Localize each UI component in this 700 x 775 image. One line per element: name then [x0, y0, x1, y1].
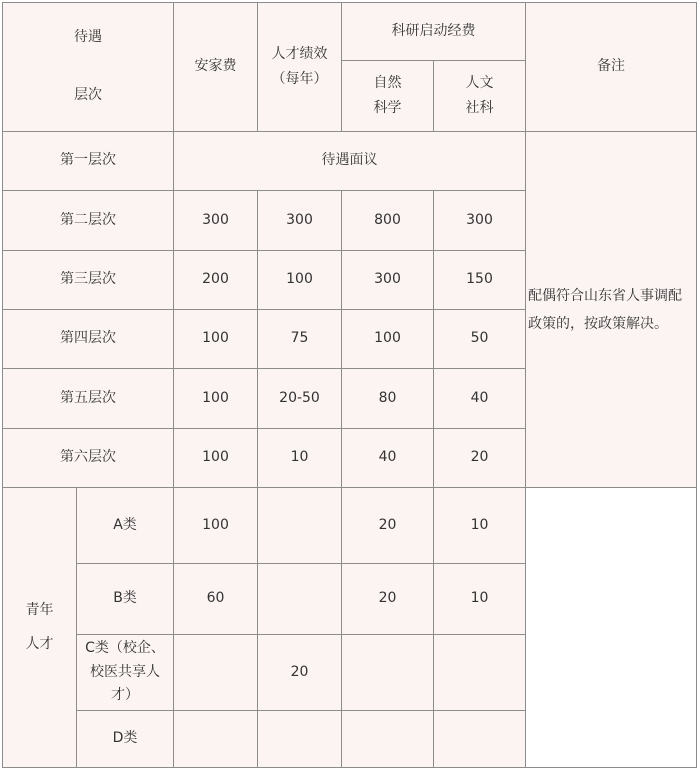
cell-performance: 75 [258, 310, 342, 369]
cell-performance: 20-50 [258, 369, 342, 429]
youth-category: A类 [77, 488, 174, 564]
header-remarks: 备注 [526, 3, 697, 132]
youth-category: B类 [77, 564, 174, 635]
cell-natural [342, 635, 434, 711]
header-research: 科研启动经费 [342, 3, 526, 61]
cell-performance [258, 488, 342, 564]
header-corner-bottom: 层次 [74, 87, 102, 103]
cell-settle [174, 635, 258, 711]
cell-settle: 100 [174, 488, 258, 564]
cell-performance: 300 [258, 191, 342, 251]
cell-humanities: 300 [434, 191, 526, 251]
cell-performance: 10 [258, 429, 342, 488]
cell-natural [342, 711, 434, 768]
cell-humanities [434, 635, 526, 711]
cell-natural: 100 [342, 310, 434, 369]
header-natural: 自然 科学 [342, 61, 434, 132]
cell-settle: 300 [174, 191, 258, 251]
cell-performance [258, 711, 342, 768]
header-humanities: 人文 社科 [434, 61, 526, 132]
row-level: 第三层次 [3, 251, 174, 310]
row-level: 第四层次 [3, 310, 174, 369]
cell-settle: 100 [174, 429, 258, 488]
talent-benefits-table [2, 2, 697, 768]
cell-settle [174, 711, 258, 768]
cell-natural: 20 [342, 488, 434, 564]
cell-natural: 300 [342, 251, 434, 310]
cell-performance [258, 564, 342, 635]
cell-humanities: 50 [434, 310, 526, 369]
youth-remarks-empty [526, 488, 697, 768]
row-level: 第五层次 [3, 369, 174, 429]
header-corner-top: 待遇 [74, 29, 102, 45]
cell-humanities: 10 [434, 564, 526, 635]
cell-settle: 60 [174, 564, 258, 635]
cell-performance: 20 [258, 635, 342, 711]
cell-settle: 200 [174, 251, 258, 310]
header-performance-line2: （每年） [271, 71, 328, 87]
header-settle: 安家费 [174, 3, 258, 132]
youth-category: D类 [77, 711, 174, 768]
cell-natural: 80 [342, 369, 434, 429]
header-corner-cell [3, 3, 174, 132]
cell-natural: 20 [342, 564, 434, 635]
cell-settle: 100 [174, 310, 258, 369]
row-level: 第二层次 [3, 191, 174, 251]
cell-natural: 40 [342, 429, 434, 488]
header-performance-line1: 人才绩效 [271, 45, 328, 62]
cell-humanities [434, 711, 526, 768]
cell-natural: 800 [342, 191, 434, 251]
remarks-note: 配偶符合山东省人事调配政策的，按政策解决。 [526, 132, 697, 488]
youth-category: C类（校企、校医共享人才） [77, 635, 174, 711]
cell-humanities: 40 [434, 369, 526, 429]
row-level: 第一层次 [3, 132, 174, 191]
youth-talent-title: 青年 人才 [3, 488, 77, 768]
cell-humanities: 10 [434, 488, 526, 564]
row-merged-negotiable: 待遇面议 [174, 132, 526, 191]
cell-humanities: 150 [434, 251, 526, 310]
header-performance [258, 3, 342, 132]
cell-humanities: 20 [434, 429, 526, 488]
row-level: 第六层次 [3, 429, 174, 488]
cell-performance: 100 [258, 251, 342, 310]
cell-settle: 100 [174, 369, 258, 429]
